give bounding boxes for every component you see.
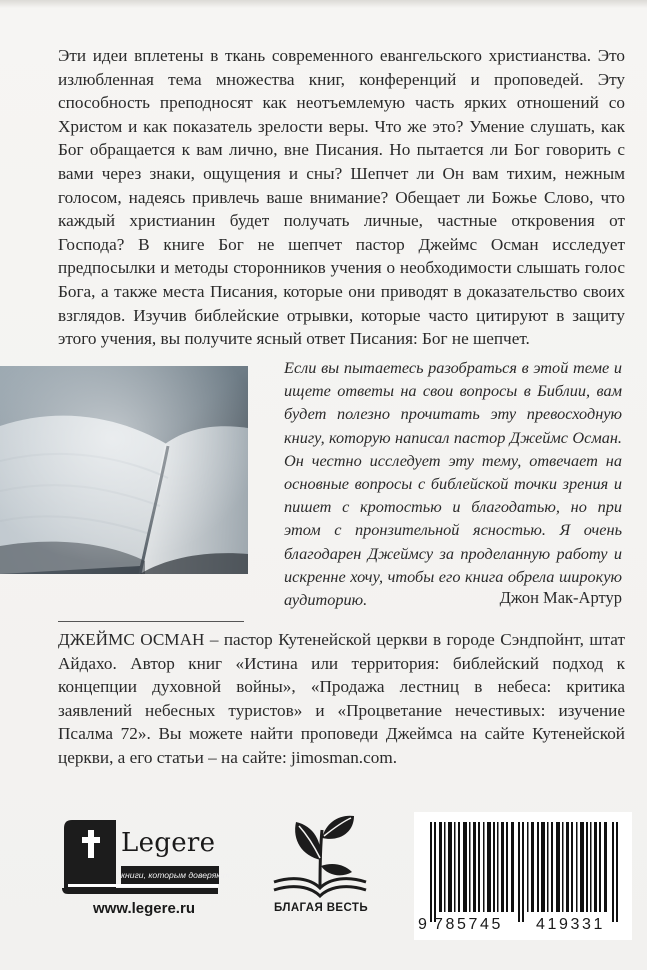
sprout-book-icon [262,810,380,902]
author-bio [58,628,625,770]
author-bio-text: – пастор Кутенейской церкви в городе Сэндпойнт, штат Айдахо. Автор книг «Истина или территория: библейский подход к концепции духовной войны», «Продажа лестниц в небеса: критика заявлений небесных туристов» и «Процветание нечестивых: изучение Псалма 72». Вы можете найти проповеди Джеймса на сайте Кутенейской церкви, а его статьи – на сайте: jimosman.com. [58,630,625,767]
isbn-digits-right: 419331 [536,916,605,933]
partner-name: БЛАГАЯ ВЕСТЬ [274,902,368,914]
cover-edge-shadow [0,0,647,8]
publisher-url: www.legere.ru [93,900,195,917]
endorsement-author: Джон Мак-Артур [499,588,622,607]
open-bible-photo [0,366,248,574]
author-name: ДЖЕЙМС ОСМАН [58,630,205,649]
publisher-name: Legere [121,828,216,858]
legere-publisher-logo [55,814,230,924]
open-bible-image [0,366,248,574]
intro-paragraph: Эти идеи вплетены в ткань современного евангельского христианства. Это излюбленная тема множества книг, конференций и проповедей. Эту способность преподносят как неотъемлемую часть ярких отношений со Христом и как показатель зрелости веры. Что же это? Умение слушать, как Бог обращается к вам лично, вне Писания. Но пытается ли Бог говорить с вами через знаки, ощущения и сны? Шепчет ли Он вам тихим, нежным голосом, надеясь привлечь ваше внимание? Обещает ли Божье Слово, что каждый христианин будет получать личные, частные откровения от Господа? В книге Бог не шепчет пастор Джеймс Осман исследует предпосылки и методы сторонников учения о необходимости слышать голос Бога, а также места Писания, которые они приводят в доказательство своих взглядов. Изучив библейские отрывки, которые часто цитируют в защиту этого учения, вы получите ясный ответ Писания: Бог не шепчет. [58,46,625,349]
publisher-tagline: книги, которым доверяют [121,866,219,884]
barcode-bars-image [430,822,622,922]
section-divider [58,621,244,622]
blagaya-vest-logo [262,810,380,922]
isbn-digits-left: 785745 [434,916,503,933]
isbn-barcode [414,812,632,940]
isbn-digit-first: 9 [418,916,428,933]
isbn-digits [418,916,628,934]
endorsement-quote: Если вы пытаетесь разобраться в этой теме и ищете ответы на свои вопросы в Библии, вам будет полезно прочитать эту превосходную книгу, которую написал пастор Джеймс Осман. Он честно исследует эту тему, отвечает на основные вопросы с библейской точки зрения и пишет с кротостью и благодатью, но при этом с пронзительной ясностью. Я очень благодарен Джеймсу за проделанную работу и искренне хочу, чтобы его книга обрела широкую аудиторию. [284,358,622,610]
